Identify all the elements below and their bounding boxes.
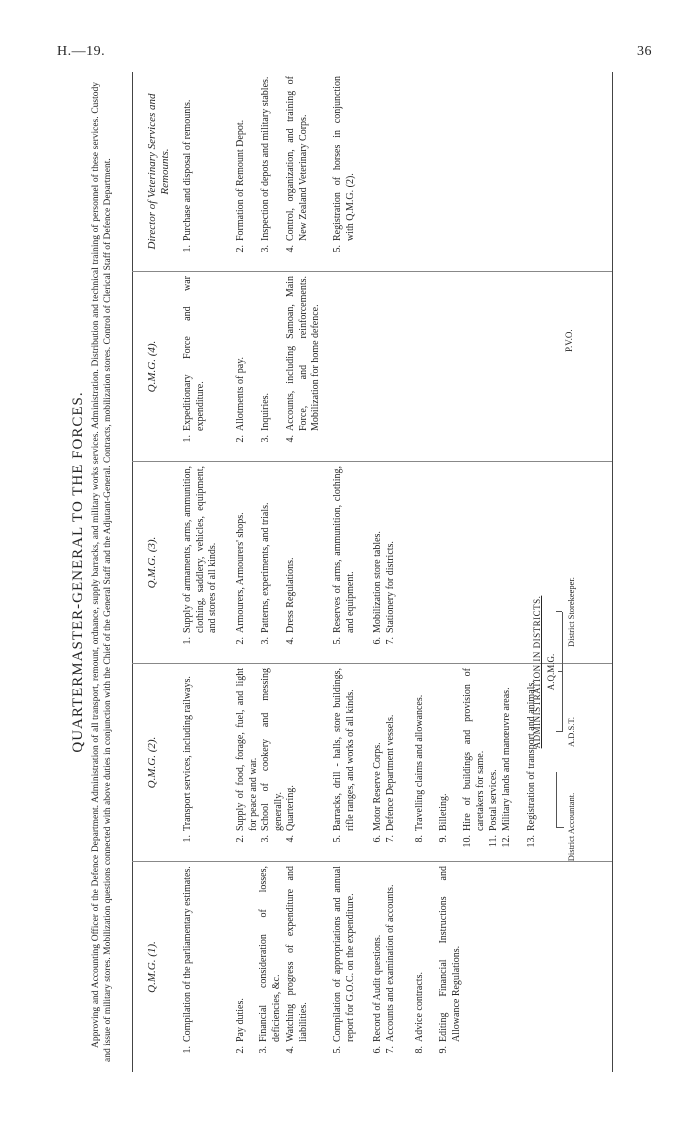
- connector-line: [556, 731, 562, 732]
- list-item: [332, 466, 357, 659]
- list-item: [372, 668, 385, 857]
- connector-line: [556, 611, 562, 612]
- item-number: 7.: [385, 1045, 396, 1053]
- list-item: [285, 76, 310, 267]
- list-item: [438, 668, 451, 857]
- item-number: 4.: [285, 1045, 296, 1053]
- item-text: Inquiries.: [260, 392, 271, 431]
- item-number: 9.: [438, 1045, 449, 1053]
- item-number: 5.: [332, 244, 343, 252]
- list-item: [501, 668, 514, 857]
- item-text: Barracks, drill - halls, store buildings, rifle ranges, and works of all kinds.: [332, 667, 356, 831]
- item-number: 3.: [260, 636, 271, 644]
- item-number: 6.: [372, 834, 383, 842]
- item-text: Dress Regulations.: [285, 556, 296, 633]
- item-text: Control, organization, and training of New Zealand Veterinary Corps.: [285, 75, 309, 241]
- connector-line: [556, 827, 564, 828]
- list-item: [258, 866, 283, 1068]
- column-heading: Q.M.G. (2).: [146, 736, 158, 788]
- list-item: [385, 866, 398, 1068]
- list-item: [182, 466, 220, 659]
- item-text: Compilation of appropriations and annual report for G.O.C. on the expenditure.: [332, 865, 356, 1042]
- item-text: Transport services, including railways.: [182, 675, 193, 831]
- item-text: Compilation of the parliamentary estimates.: [182, 865, 193, 1042]
- item-text: Defence Department vessels.: [385, 714, 396, 831]
- item-number: 2.: [235, 434, 246, 442]
- item-number: 4.: [285, 834, 296, 842]
- item-number: 1.: [182, 834, 193, 842]
- duties-table: [132, 72, 612, 1072]
- list-item: [372, 866, 385, 1068]
- column-heading: Q.M.G. (1).: [146, 940, 158, 993]
- list-item: [182, 76, 195, 267]
- column-heading: Q.M.G. (4).: [146, 340, 158, 392]
- list-item: [414, 668, 427, 857]
- item-text: Travelling claims and allowances.: [414, 694, 425, 831]
- item-text: Editing Financial Instructions and Allowance Regulations.: [438, 865, 462, 1042]
- list-item: [260, 668, 285, 857]
- item-text: Inspection of depots and military stables.: [260, 76, 271, 241]
- item-number: 4.: [285, 636, 296, 644]
- column-qmg-4: [132, 272, 612, 462]
- item-text: Advice contracts.: [414, 971, 425, 1042]
- intro-paragraph: Approving and Accounting Officer of the Defence Department. Administration of all transport, remount, ordnance, supply barracks, and military works services. Administration. Distribution and technical training of personnel of these services. Custody and issue of military stores. Mobilization questions connected with above duties in conjunction with the Chief of the General Staff and the Adjutant-General. Contracts, mobilization stores. Control of Clerical Staff of Defence Department.: [91, 81, 113, 1062]
- item-number: 8.: [414, 834, 425, 842]
- item-text: Military lands and manœuvre areas.: [501, 686, 512, 831]
- item-number: 11.: [488, 834, 499, 847]
- list-item: [285, 866, 310, 1068]
- item-number: 2.: [235, 636, 246, 644]
- page-title: QUARTERMASTER-GENERAL TO THE FORCES.: [70, 390, 86, 753]
- list-item: [385, 466, 398, 659]
- item-number: 5.: [332, 834, 343, 842]
- item-text: Supply of armaments, arms, ammunition, clothing, saddlery, vehicles, equipment, and stores of all kinds.: [182, 465, 218, 633]
- districts-title: ADMINISTRATION IN DISTRICTS.: [532, 595, 542, 748]
- districts-head: A.Q.M.G.: [546, 653, 556, 690]
- list-item: [235, 76, 248, 267]
- item-number: 8.: [414, 1045, 425, 1053]
- list-item: [260, 76, 273, 267]
- item-text: Supply of food, forage, fuel, and light for peace and war.: [235, 667, 259, 831]
- item-text: Formation of Remount Depot.: [235, 119, 246, 241]
- item-number: 13.: [526, 834, 537, 847]
- list-item: [235, 276, 248, 457]
- item-number: 9.: [438, 834, 449, 842]
- list-item: [260, 276, 273, 457]
- item-text: Motor Reserve Corps.: [372, 741, 383, 831]
- column-heading: Q.M.G. (3).: [146, 536, 158, 588]
- list-item: [372, 466, 385, 659]
- districts-sub: District Accountant.: [566, 792, 576, 861]
- item-number: 7.: [385, 636, 396, 644]
- list-item: [182, 866, 195, 1068]
- item-number: 7.: [385, 834, 396, 842]
- document-reference: H.—19.: [57, 44, 106, 59]
- item-text: Watching progress of expenditure and liabilities.: [285, 865, 309, 1042]
- item-number: 3.: [260, 244, 271, 252]
- item-text: Financial consideration of losses, deficiencies, &c.: [258, 865, 282, 1042]
- districts-diagram: [532, 572, 612, 772]
- item-number: 12.: [501, 834, 512, 847]
- list-item: [285, 668, 298, 857]
- list-item: [462, 668, 487, 857]
- item-text: Accounts and examination of accounts.: [385, 884, 396, 1042]
- connector-line: [558, 671, 562, 672]
- item-number: 1.: [182, 434, 193, 442]
- item-text: Accounts, including Samoan, Main Force, and reinforcements. Mobilization for home defence.: [285, 275, 321, 431]
- connector-line: [556, 772, 557, 828]
- list-item: [385, 668, 398, 857]
- list-item: [285, 466, 298, 659]
- column-heading: Director of Veterinary Services and Remounts.: [146, 93, 171, 249]
- item-number: 3.: [260, 434, 271, 442]
- list-item: [235, 466, 248, 659]
- item-number: 1.: [182, 1045, 193, 1053]
- connector-line: [562, 612, 563, 732]
- item-text: Record of Audit questions.: [372, 934, 383, 1042]
- item-number: 2.: [235, 834, 246, 842]
- item-number: 5.: [332, 636, 343, 644]
- item-number: 1.: [182, 244, 193, 252]
- item-text: Reserves of arms, ammunition, clothing, and equipment.: [332, 465, 356, 633]
- list-item: [488, 668, 501, 857]
- item-text: Hire of buildings and provision of caretakers for same.: [462, 667, 486, 831]
- item-text: Stationery for districts.: [385, 540, 396, 633]
- item-text: Patterns, experiments, and trials.: [260, 501, 271, 633]
- item-text: Pay duties.: [235, 997, 246, 1042]
- list-item: [182, 276, 207, 457]
- item-text: School of cookery and messing generally.: [260, 667, 284, 831]
- item-number: 6.: [372, 1045, 383, 1053]
- list-item: [285, 276, 323, 457]
- item-text: Registration of horses in conjunction with Q.M.G. (2).: [332, 75, 356, 241]
- list-item: [332, 76, 357, 267]
- list-item: [260, 466, 273, 659]
- item-text: Mobilization store tables.: [372, 530, 383, 633]
- item-number: 2.: [235, 1045, 246, 1053]
- item-number: 2.: [235, 244, 246, 252]
- column-qmg-1: [132, 862, 612, 1072]
- item-number: 6.: [372, 636, 383, 644]
- column-veterinary: [132, 72, 612, 272]
- districts-sub: A.D.S.T.: [566, 716, 576, 747]
- list-item: [438, 866, 463, 1068]
- rotated-page-content: [70, 72, 630, 1072]
- item-number: 4.: [285, 244, 296, 252]
- districts-sub: P.V.O.: [564, 328, 574, 352]
- item-number: 10.: [462, 834, 473, 847]
- item-number: 3.: [260, 834, 271, 842]
- list-item: [182, 668, 195, 857]
- item-text: Armourers, Armourers' shops.: [235, 511, 246, 633]
- list-item: [414, 866, 427, 1068]
- bottom-rule: [612, 72, 613, 1072]
- item-number: 4.: [285, 434, 296, 442]
- item-text: Purchase and disposal of remounts.: [182, 99, 193, 241]
- list-item: [332, 866, 357, 1068]
- item-text: Allotments of pay.: [235, 356, 246, 431]
- list-item: [332, 668, 357, 857]
- page-number: 36: [637, 44, 652, 59]
- districts-sub: District Storekeeper.: [566, 576, 576, 647]
- item-text: Registration of transport and animals.: [526, 679, 537, 831]
- item-text: Billeting.: [438, 793, 449, 831]
- item-number: 3.: [258, 1045, 269, 1053]
- item-number: 5.: [332, 1045, 343, 1053]
- item-number: 1.: [182, 636, 193, 644]
- item-text: Postal services.: [488, 768, 499, 831]
- list-item: [235, 866, 248, 1068]
- item-text: Quartering.: [285, 784, 296, 831]
- item-text: Expeditionary Force and war expenditure.: [182, 275, 206, 431]
- list-item: [235, 668, 260, 857]
